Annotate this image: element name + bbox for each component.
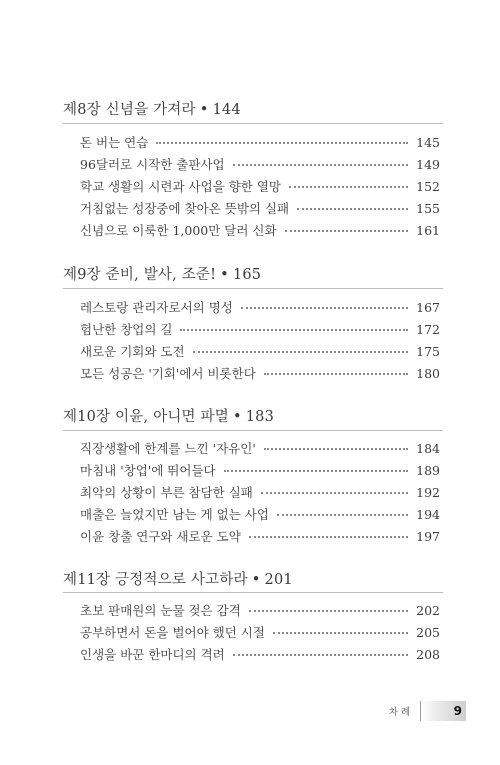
chapter-page: 183 [245, 409, 275, 425]
dot-leader [193, 351, 409, 353]
dot-leader [273, 632, 408, 634]
dot-leader [156, 142, 408, 144]
entry-page: 167 [416, 299, 440, 315]
dot-leader [261, 492, 408, 494]
entry-page: 192 [416, 484, 440, 500]
toc-entry[interactable] [80, 460, 440, 480]
entry-title: 험난한 창업의 길 [80, 322, 173, 337]
entry-title: 매출은 늘었지만 남는 게 없는 사업 [80, 507, 269, 522]
toc-entry[interactable] [80, 504, 440, 524]
dot-leader [224, 470, 409, 472]
toc-entry[interactable] [80, 154, 440, 174]
dot-leader [289, 186, 408, 188]
toc-entry[interactable] [80, 220, 440, 240]
entry-title: 마침내 '창업'에 뛰어들다 [80, 463, 216, 478]
dot-leader [241, 307, 408, 309]
chapter-heading [63, 405, 443, 426]
bullet-separator: • [251, 572, 261, 588]
entry-page: 205 [416, 624, 440, 640]
chapter-title: 준비, 발사, 조준! [105, 267, 217, 283]
toc-entry[interactable] [80, 198, 440, 218]
entry-title: 96달러로 시작한 출판사업 [80, 157, 225, 172]
entry-page: 145 [416, 134, 440, 150]
toc-entry[interactable] [80, 341, 440, 361]
entry-title: 새로운 기회와 도전 [80, 344, 185, 359]
toc-entry[interactable] [80, 644, 440, 664]
toc-entry[interactable] [80, 297, 440, 317]
toc-entry[interactable] [80, 176, 440, 196]
chapter-heading [63, 568, 443, 589]
chapter-divider [63, 288, 443, 289]
dot-leader [264, 448, 408, 450]
dot-leader [233, 654, 408, 656]
entry-page: 155 [416, 200, 440, 216]
chapter-divider [63, 592, 443, 593]
entry-title: 직장생활에 한계를 느낀 '자유인' [80, 441, 256, 456]
toc-entry[interactable] [80, 482, 440, 502]
dot-leader [233, 164, 409, 166]
entry-page: 180 [416, 365, 440, 381]
bullet-separator: • [199, 102, 209, 118]
dot-leader [180, 329, 408, 331]
chapter-title: 이윤, 아니면 파멸 [115, 409, 229, 425]
bullet-separator: • [232, 409, 242, 425]
page-footer [382, 700, 466, 722]
chapter-title: 긍정적으로 사고하라 [115, 572, 248, 588]
entry-title: 돈 버는 연습 [80, 135, 149, 150]
dot-leader [285, 230, 409, 232]
chapter-title: 신념을 가져라 [105, 102, 196, 118]
entry-title: 거침없는 성장중에 찾아온 뜻밖의 실패 [80, 201, 290, 216]
chapter-page: 144 [212, 102, 241, 118]
entry-title: 최악의 상황이 부른 참담한 실패 [80, 485, 253, 500]
dot-leader [249, 610, 408, 612]
toc-entry[interactable] [80, 526, 440, 546]
entry-title: 학교 생활의 시련과 사업을 향한 열망 [80, 179, 281, 194]
entry-title: 신념으로 이룩한 1,000만 달러 신화 [80, 223, 277, 238]
entry-title: 이윤 창출 연구와 새로운 도약 [80, 529, 241, 544]
chapter-number: 제9장 [63, 267, 101, 283]
chapter-heading [63, 263, 443, 284]
chapter-number: 제11장 [63, 572, 111, 588]
entry-page: 197 [416, 528, 440, 544]
entry-title: 초보 판매원의 눈물 젖은 감격 [80, 603, 241, 618]
entry-title: 모든 성공은 '기회'에서 비롯한다 [80, 366, 256, 381]
chapter-number: 제10장 [63, 409, 111, 425]
entry-title: 인생을 바꾼 한마디의 격려 [80, 647, 225, 662]
page-number: 9 [453, 704, 462, 718]
entry-page: 149 [416, 156, 440, 172]
chapter-divider [63, 123, 443, 124]
chapter-page: 201 [264, 572, 293, 588]
entry-page: 202 [416, 602, 440, 618]
entry-page: 189 [416, 462, 440, 478]
dot-leader [249, 536, 408, 538]
entry-page: 152 [416, 178, 440, 194]
dot-leader [297, 208, 408, 210]
toc-entry[interactable] [80, 600, 440, 620]
entry-page: 184 [416, 440, 440, 456]
toc-entry[interactable] [80, 363, 440, 383]
chapter-page: 165 [232, 267, 262, 283]
entry-page: 175 [416, 343, 440, 359]
chapter-heading [63, 98, 443, 119]
toc-entry[interactable] [80, 132, 440, 152]
entry-title: 레스토랑 관리자로서의 명성 [80, 300, 233, 315]
toc-entry[interactable] [80, 319, 440, 339]
chapter-number: 제8장 [63, 102, 101, 118]
entry-page: 172 [416, 321, 440, 337]
entry-page: 208 [416, 646, 440, 662]
entry-page: 161 [416, 222, 440, 238]
toc-entry[interactable] [80, 438, 440, 458]
dot-leader [277, 514, 408, 516]
footer-label: 차례 [388, 707, 414, 718]
chapter-divider [63, 430, 443, 431]
bullet-separator: • [220, 267, 229, 283]
entry-title: 공부하면서 돈을 벌어야 했던 시절 [80, 625, 265, 640]
dot-leader [264, 373, 408, 375]
toc-entry[interactable] [80, 622, 440, 642]
entry-page: 194 [416, 506, 440, 522]
page-number-tab [420, 701, 466, 721]
